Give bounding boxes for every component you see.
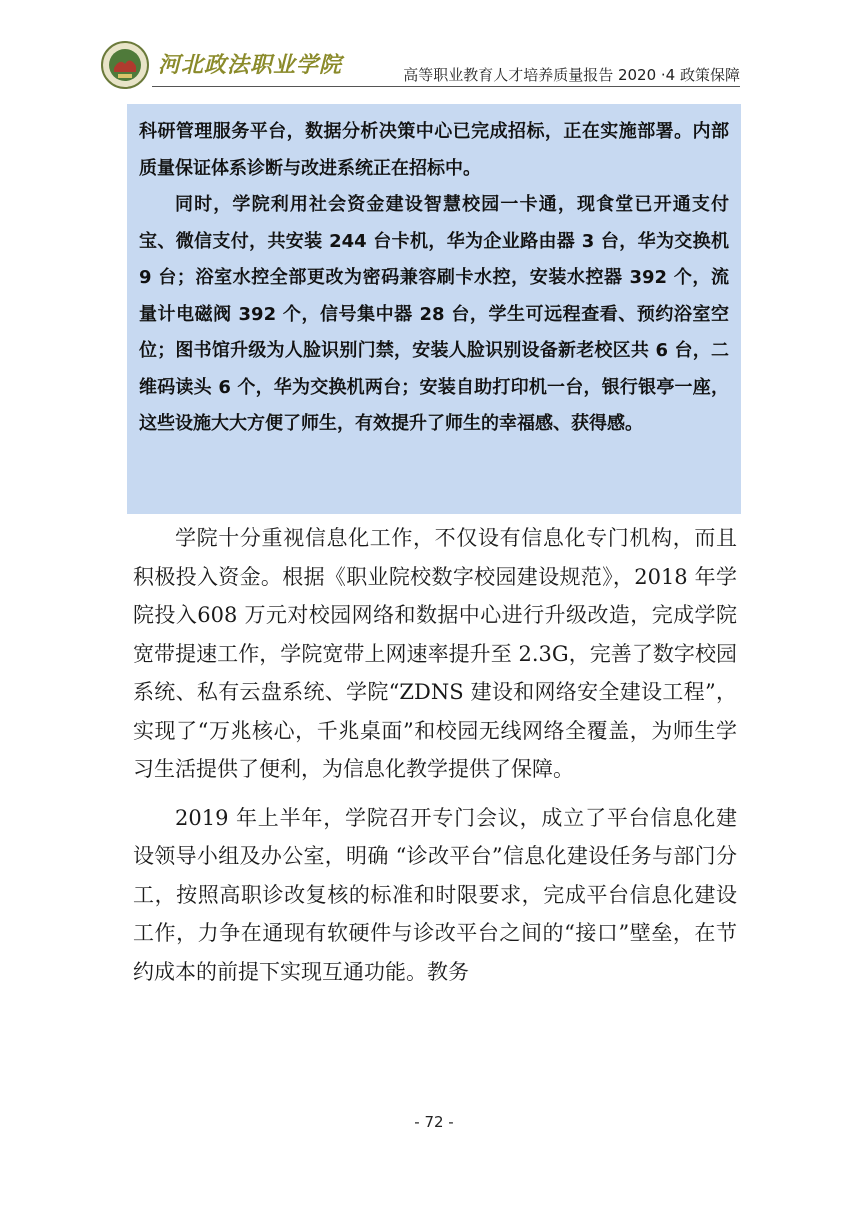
school-emblem-icon <box>100 40 150 90</box>
body-text <box>133 519 737 991</box>
school-name-logo: 河北政法职业学院 <box>158 52 343 78</box>
page-header <box>100 40 740 86</box>
body-paragraph: 2019 年上半年，学院召开专门会议，成立了平台信息化建设领导小组及办公室，明确 “诊改平台”信息化建设任务与部门分工，按照高职诊改复核的标准和时限要求，完成平台信息化建设工作，力争在通现有软硬件与诊改平台之间的“接口”壁垒，在节约成本的前提下实现互通功能。教务 <box>133 805 737 984</box>
header-divider <box>152 86 740 87</box>
page-number: - 72 - <box>414 1113 454 1131</box>
highlight-paragraph: 同时，学院利用社会资金建设智慧校园一卡通，现食堂已开通支付宝、微信支付，共安装 244 台卡机，华为企业路由器 3 台，华为交换机 9 台；浴室水控全部更改为密码兼容刷卡水控，安装水控器 392 个，流量计电磁阀 392 个，信号集中器 28 台，学生可远程查看、预约浴室空位；图书馆升级为人脸识别门禁，安装人脸识别设备新老校区共 6 台，二维码读头 6 个，华为交换机两台；安装自助打印机一台，银行银亭一座，这些设施大大方便了师生，有效提升了师生的幸福感、获得感。 <box>139 194 729 434</box>
report-title: 高等职业教育人才培养质量报告 2020 ·4 政策保障 <box>403 66 740 84</box>
highlight-box <box>127 104 741 514</box>
highlight-paragraph: 科研管理服务平台，数据分析决策中心已完成招标，正在实施部署。内部质量保证体系诊断与改进系统正在招标中。 <box>139 121 729 179</box>
body-paragraph: 学院十分重视信息化工作，不仅设有信息化专门机构，而且积极投入资金。根据《职业院校数字校园建设规范》，2018 年学院投入608 万元对校园网络和数据中心进行升级改造，完成学院宽带提速工作，学院宽带上网速率提升至 2.3G，完善了数字校园系统、私有云盘系统、学院“ZDNS 建设和网络安全建设工程”，实现了“万兆核心，千兆桌面”和校园无线网络全覆盖，为师生学习生活提供了便利，为信息化教学提供了保障。 <box>133 526 737 781</box>
